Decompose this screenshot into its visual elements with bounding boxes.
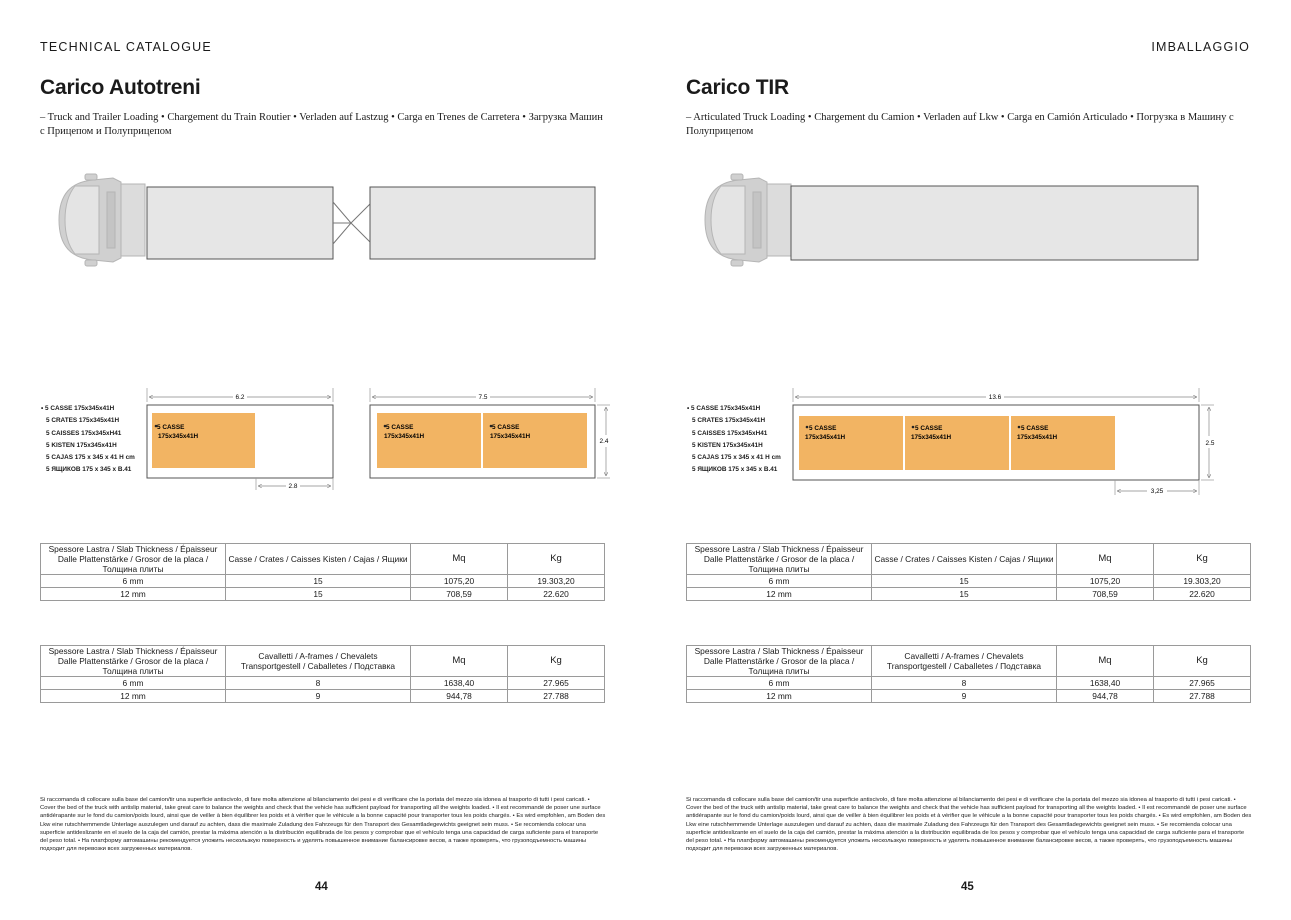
crate-label-line1: 5 CASSE — [1021, 425, 1049, 432]
crate-label-line1: 5 CASSE — [915, 425, 943, 432]
truck-body — [147, 187, 333, 259]
footnote: Si raccomanda di collocare sulla base del camion/tir una superficie antiscivolo, di fare molta attenzione al bilanciamento dei pesi e di verificare che la portata del mezzo sia idonea al trasporto di tutti i pesi caricati. • Cover the bed of the truck with antislip material, take great care to balance the weights and check that the vehicle has sufficient payload for transporting all the weights loaded. • Il est recommandé de poser une surface antidérapante sur le fond du camion/poids lourd, ainsi que de veiller à bien équilibrer les poids et à vérifier que le véhicule a la bonne capacité pour transporter tous les poids chargés. • Es wird empfohlen, am Boden des Lkw eine rutschhemmende Unterlage auszulegen und darauf zu achten, dass die maximale Zuladung des Fahrzeugs für den Transport des Gesamtladegewichts geeignet sein muss. • Se recomienda colocar una superficie antideslizante en el suelo de la caja del camión, prestar la máxima atención a la distribución equilibrada de los pesos y comprobar que el vehículo tenga una capacidad de carga suficiente para el transporte del peso total. • На платформу автомашины рекомендуется уложить нескользкую поверхность и уделять повышенное внимание балансировке весов, а также проверять, что грузоподъемность машины подходит для перевозки всех загруженных материалов. — [40, 797, 606, 853]
column-header: Mq — [411, 646, 508, 677]
aframes-table — [686, 645, 1251, 703]
page-title: Carico Autotreni — [40, 76, 201, 99]
crate-label-line1: 5 CASSE — [157, 424, 185, 431]
table-cell: 15 — [226, 575, 411, 588]
truck-cab-icon — [705, 174, 791, 266]
table-cell: 6 mm — [687, 677, 872, 690]
table-row — [687, 690, 1251, 703]
legend-line: 5 ЯЩИКОВ 175 x 345 x В.41 — [692, 466, 778, 474]
table-cell: 22.620 — [508, 588, 605, 601]
crate-label-line2: 175x345x41H — [384, 433, 425, 440]
page-subtitle: – Articulated Truck Loading • Chargement du Camion • Verladen auf Lkw • Carga en Camión Articulado • Погрузка в Машину с Полуприцепом — [686, 112, 1234, 137]
crate-stack — [377, 413, 481, 468]
table-row — [687, 588, 1251, 601]
column-header: Kg — [1154, 646, 1251, 677]
dimension-label: 2.4 — [599, 438, 609, 445]
table-cell: 1638,40 — [411, 677, 508, 690]
table-cell: 27.788 — [1154, 690, 1251, 703]
crate-stack — [483, 413, 587, 468]
table-cell: 708,59 — [411, 588, 508, 601]
table-cell: 27.965 — [508, 677, 605, 690]
legend-line: 5 CAJAS 175 x 345 x 41 H cm — [692, 454, 781, 462]
column-header: Mq — [1057, 544, 1154, 575]
page-left — [0, 0, 645, 920]
load-legend — [41, 403, 135, 477]
articulated-truck-illustration — [701, 172, 1201, 267]
table-cell: 6 mm — [41, 575, 226, 588]
crate-label-line2: 175x345x41H — [805, 434, 846, 441]
table-cell: 6 mm — [687, 575, 872, 588]
table-row — [687, 677, 1251, 690]
table-cell: 15 — [872, 588, 1057, 601]
column-header: Spessore Lastra / Slab Thickness / Épaisseur Dalle Plattenstärke / Grosor de la placa / Толщина плиты — [41, 646, 226, 677]
column-header: Spessore Lastra / Slab Thickness / Épaisseur Dalle Plattenstärke / Grosor de la placa / Толщина плиты — [687, 646, 872, 677]
legend-line: • 5 CASSE 175x345x41H — [41, 405, 115, 412]
column-header: Kg — [508, 544, 605, 575]
legend-line: 5 KISTEN 175x345x41H — [692, 441, 763, 449]
table-cell: 27.965 — [1154, 677, 1251, 690]
table-cell: 15 — [226, 588, 411, 601]
legend-line: 5 KISTEN 175x345x41H — [46, 441, 117, 449]
truck-trailer-illustration — [55, 172, 600, 267]
table-cell: 12 mm — [41, 690, 226, 703]
table-cell: 12 mm — [687, 588, 872, 601]
table-cell: 9 — [872, 690, 1057, 703]
crate-label-line1: 5 CASSE — [809, 425, 837, 432]
page-number: 45 — [961, 881, 974, 893]
table-cell: 708,59 — [1057, 588, 1154, 601]
column-header: Kg — [1154, 544, 1251, 575]
load-plan-diagram — [786, 388, 1266, 503]
semitrailer-body — [791, 186, 1198, 260]
table-cell: 12 mm — [687, 690, 872, 703]
table-row — [41, 677, 605, 690]
column-header: Mq — [1057, 646, 1154, 677]
table-cell: 6 mm — [41, 677, 226, 690]
crate-label-line2: 175x345x41H — [1017, 434, 1058, 441]
table-cell: 1075,20 — [411, 575, 508, 588]
table-cell: 22.620 — [1154, 588, 1251, 601]
table-cell: 12 mm — [41, 588, 226, 601]
footnote: Si raccomanda di collocare sulla base del camion/tir una superficie antiscivolo, di fare molta attenzione al bilanciamento dei pesi e di verificare che la portata del mezzo sia idonea al trasporto di tutti i pesi caricati. • Cover the bed of the truck with antislip material, take great care to balance the weights and check that the vehicle has sufficient payload for transporting all the weights loaded. • Il est recommandé de poser une surface antidérapante sur le fond du camion/poids lourd, ainsi que de veiller à bien équilibrer les poids et à vérifier que le véhicule a la bonne capacité pour transporter tous les poids chargés. • Es wird empfohlen, am Boden des Lkw eine rutschhemmende Unterlage auszulegen und darauf zu achten, dass die maximale Zuladung des Fahrzeugs für den Transport des Gesamtladegewichts geeignet sein muss. • Se recomienda colocar una superficie antideslizante en el suelo de la caja del camión, prestar la máxima atención a la distribución equilibrada de los pesos y comprobar que el vehículo tenga una capacidad de carga suficiente para el transporte del peso total. • На платформу автомашины рекомендуется уложить нескользкую поверхность и уделять повышенное внимание балансировке весов, а также проверять, что грузоподъемность машины подходит для перевозки всех загруженных материалов. — [686, 797, 1252, 853]
running-header: IMBALLAGGIO — [1151, 40, 1250, 54]
table-cell: 944,78 — [411, 690, 508, 703]
table-row — [41, 575, 605, 588]
trailer-body — [370, 187, 595, 259]
crate-label-line1: 5 CASSE — [492, 424, 520, 431]
legend-line: 5 ЯЩИКОВ 175 x 345 x В.41 — [46, 466, 132, 474]
page-subtitle: – Truck and Trailer Loading • Chargement du Train Routier • Verladen auf Lastzug • Carga en Trenes de Carretera • Загрузка Машин с Прицепом и Полуприцепом — [40, 112, 603, 137]
table-row — [41, 690, 605, 703]
table-cell: 944,78 — [1057, 690, 1154, 703]
dimension-label: 7.5 — [478, 394, 488, 401]
table-cell: 19.303,20 — [508, 575, 605, 588]
table-cell: 9 — [226, 690, 411, 703]
legend-line: 5 CAISSES 175x345xH41 — [46, 429, 122, 437]
column-header: Casse / Crates / Caisses Kisten / Cajas / Ящики — [226, 544, 411, 575]
crate-label-line2: 175x345x41H — [490, 433, 531, 440]
legend-line: 5 CRATES 175x345x41H — [46, 417, 120, 425]
crate-stack — [152, 413, 255, 468]
column-header: Mq — [411, 544, 508, 575]
aframes-table — [40, 645, 605, 703]
load-plan-diagram — [140, 388, 620, 498]
crate-label-line1: 5 CASSE — [386, 424, 414, 431]
table-row — [687, 575, 1251, 588]
table-cell: 8 — [872, 677, 1057, 690]
running-header: TECHNICAL CATALOGUE — [40, 40, 212, 54]
legend-line: 5 CAJAS 175 x 345 x 41 H cm — [46, 454, 135, 462]
column-header: Cavalletti / A-frames / Chevalets Transportgestell / Caballetes / Подставка — [226, 646, 411, 677]
legend-line: 5 CAISSES 175x345xH41 — [692, 429, 768, 437]
dimension-label: 3,25 — [1150, 488, 1164, 495]
dimension-label: 6.2 — [235, 394, 245, 401]
table-cell: 19.303,20 — [1154, 575, 1251, 588]
dimension-label: 2.8 — [288, 483, 298, 490]
page-number: 44 — [315, 881, 328, 893]
crate-label-line2: 175x345x41H — [158, 433, 199, 440]
truck-cab-icon — [59, 174, 145, 266]
table-cell: 1075,20 — [1057, 575, 1154, 588]
legend-line: 5 CRATES 175x345x41H — [692, 417, 766, 425]
dimension-label: 13.6 — [988, 394, 1002, 401]
crate-label-line2: 175x345x41H — [911, 434, 952, 441]
dimension-label: 2.5 — [1205, 440, 1215, 447]
load-legend — [687, 403, 781, 477]
table-cell: 27.788 — [508, 690, 605, 703]
column-header: Casse / Crates / Caisses Kisten / Cajas / Ящики — [872, 544, 1057, 575]
table-cell: 8 — [226, 677, 411, 690]
legend-line: • 5 CASSE 175x345x41H — [687, 405, 761, 412]
table-row — [41, 588, 605, 601]
table-cell: 15 — [872, 575, 1057, 588]
page-right — [646, 0, 1291, 920]
crates-table — [40, 543, 605, 601]
page-title: Carico TIR — [686, 76, 790, 99]
crates-table — [686, 543, 1251, 601]
table-cell: 1638,40 — [1057, 677, 1154, 690]
column-header: Kg — [508, 646, 605, 677]
drawbar — [333, 202, 370, 244]
column-header: Spessore Lastra / Slab Thickness / Épaisseur Dalle Plattenstärke / Grosor de la placa / Толщина плиты — [41, 544, 226, 575]
column-header: Cavalletti / A-frames / Chevalets Transportgestell / Caballetes / Подставка — [872, 646, 1057, 677]
column-header: Spessore Lastra / Slab Thickness / Épaisseur Dalle Plattenstärke / Grosor de la placa / Толщина плиты — [687, 544, 872, 575]
